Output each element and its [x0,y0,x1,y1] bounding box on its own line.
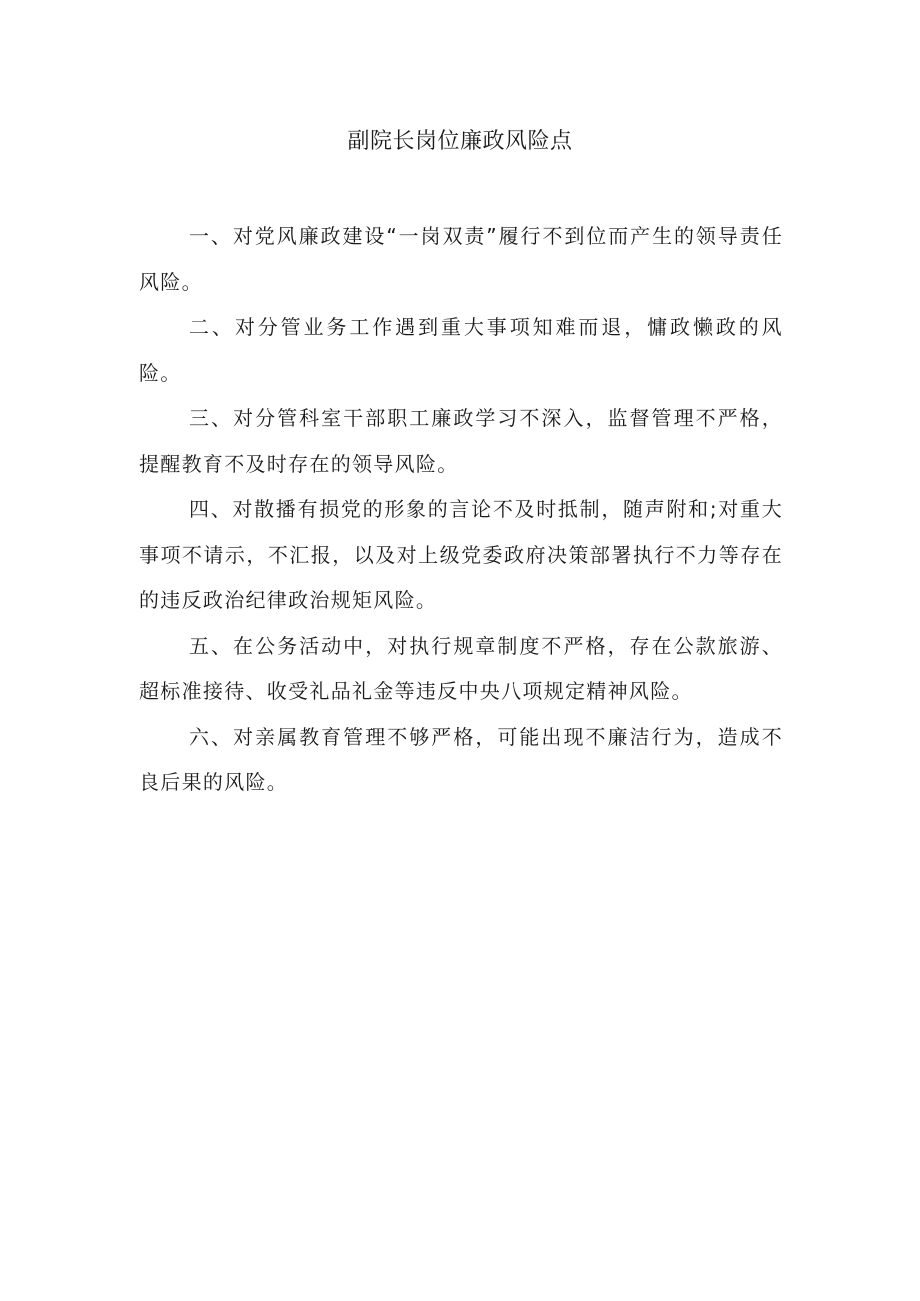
document-title: 副院长岗位廉政风险点 [347,129,573,154]
document-body [139,214,783,806]
paragraph-6: 六、对亲属教育管理不够严格，可能出现不廉洁行为，造成不良后果的风险。 [139,724,783,794]
paragraph-2: 二、对分管业务工作遇到重大事项知难而退，慵政懒政的风险。 [139,315,783,385]
paragraph-5: 五、在公务活动中，对执行规章制度不严格，存在公款旅游、超标准接待、收受礼品礼金等违反中央八项规定精神风险。 [139,633,783,703]
paragraph-3: 三、对分管科室干部职工廉政学习不深入，监督管理不严格，提醒教育不及时存在的领导风险。 [139,406,783,476]
paragraph-1: 一、对党风廉政建设“一岗双责”履行不到位而产生的领导责任风险。 [139,224,783,294]
paragraph-4: 四、对散播有损党的形象的言论不及时抵制，随声附和;对重大事项不请示，不汇报，以及对上级党委政府决策部署执行不力等存在的违反政治纪律政治规矩风险。 [139,497,783,612]
